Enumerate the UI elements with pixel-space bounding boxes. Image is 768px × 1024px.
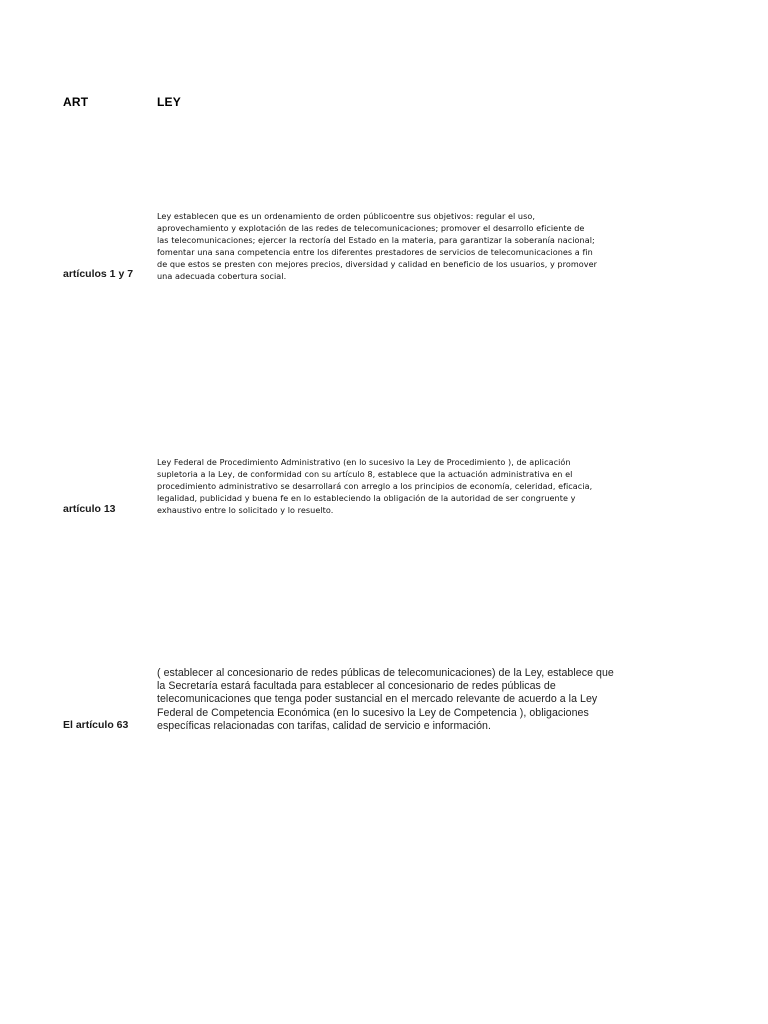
law-text-line: procedimiento administrativo se desarrollará con arreglo a los principios de economía, celeridad, eficacia, xyxy=(157,481,593,491)
law-text-line: Federal de Competencia Económica (en lo sucesivo la Ley de Competencia ), obligaciones xyxy=(157,706,589,719)
article-label: El artículo 63 xyxy=(63,719,129,731)
law-text-line: una adecuada cobertura social. xyxy=(157,271,287,281)
law-text-line: aprovechamiento y explotación de las redes de telecomunicaciones; promover el desarrollo eficiente de xyxy=(157,223,585,233)
law-text-line: de que estos se presten con mejores precios, diversidad y calidad en beneficio de los usuarios, y promover xyxy=(157,259,598,269)
law-text-line: telecomunicaciones que tenga poder sustancial en el mercado relevante de acuerdo a la Ley xyxy=(157,693,598,706)
article-label: artículos 1 y 7 xyxy=(63,268,134,280)
law-text-line: específicas relacionadas con tarifas, calidad de servicio e información. xyxy=(157,719,491,732)
law-text-line: fomentar una sana competencia entre los diferentes prestadores de servicios de telecomunicaciones a fin xyxy=(157,247,593,257)
law-text-line: la Secretaría estará facultada para establecer al concesionario de redes públicas de xyxy=(157,680,556,693)
article-label: artículo 13 xyxy=(63,503,116,515)
law-text-line: las telecomunicaciones; ejercer la rectoría del Estado en la materia, para garantizar la soberanía nacional; xyxy=(157,235,595,245)
law-text-line: supletoria a la Ley, de conformidad con su artículo 8, establece que la actuación administrativa en el xyxy=(157,469,573,479)
law-text xyxy=(157,210,649,282)
law-text xyxy=(157,667,647,733)
law-text-line: legalidad, publicidad y buena fe en lo estableciendo la obligación de la autoridad de ser congruente y xyxy=(157,493,576,503)
column-header-ley: LEY xyxy=(157,95,181,109)
column-header-art: ART xyxy=(63,95,89,109)
law-text-line: Ley Federal de Procedimiento Administrativo (en lo sucesivo la Ley de Procedimiento ), de aplicación xyxy=(157,457,571,467)
law-text-line: exhaustivo entre lo solicitado y lo resuelto. xyxy=(157,505,334,515)
law-text-line: ( establecer al concesionario de redes públicas de telecomunicaciones) de la Ley, establece que xyxy=(157,667,614,679)
law-text-line: Ley establecen que es un ordenamiento de orden públicoentre sus objetivos: regular el uso, xyxy=(157,211,535,221)
law-text xyxy=(157,456,649,516)
